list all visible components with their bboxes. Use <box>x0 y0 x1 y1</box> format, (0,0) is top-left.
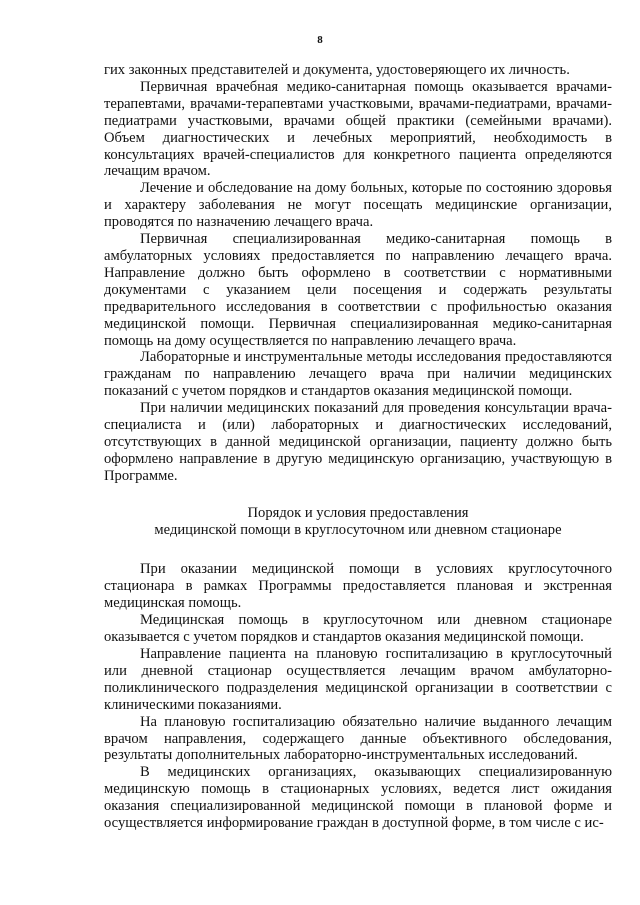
section-heading-line: медицинской помощи в круглосуточном или дневном стационаре <box>154 521 562 538</box>
paragraph: На плановую госпитализацию обязательно наличие выданного лечащим врачом направления, содержащего данные объективного обследования, результаты дополнительных лабораторно-инструментальных исследований. <box>104 713 612 764</box>
document-body <box>104 62 612 832</box>
page-number: 8 <box>317 34 323 46</box>
paragraph: Медицинская помощь в круглосуточном или дневном стационаре оказывается с учетом порядков и стандартов оказания медицинской помощи. <box>104 612 612 646</box>
paragraph: Направление пациента на плановую госпитализацию в круглосуточный или дневной стационар осуществляется лечащим врачом амбулаторно-поликлинического подразделения медицинской организации в соответствии с клиническими показаниями. <box>104 646 612 713</box>
paragraph: При оказании медицинской помощи в условиях круглосуточного стационара в рамках Программы предоставляется плановая и экстренная медицинская помощь. <box>104 561 612 612</box>
paragraph: Лечение и обследование на дому больных, которые по состоянию здоровья и характеру заболевания не могут посещать медицинские организации, проводятся по назначению лечащего врача. <box>104 180 612 231</box>
paragraph: При наличии медицинских показаний для проведения консультации врача-специалиста и (или) лабораторных и диагностических исследований, отсутствующих в данной медицинской организации, пациенту должно быть оформлено направление в другую медицинскую организацию, участвующую в Программе. <box>104 400 612 484</box>
paragraph: Первичная врачебная медико-санитарная помощь оказывается врачами-терапевтами, врачами-терапевтами участковыми, врачами-педиатрами, врачами-педиатрами участковыми, врачами общей практики (семейными врачами). Объем диагностических и лечебных мероприятий, необходимость в консультациях врачей-специалистов для конкретного пациента определяются лечащим врачом. <box>104 78 612 180</box>
paragraph: Первичная специализированная медико-санитарная помощь в амбулаторных условиях предоставляется по направлению лечащего врача. Направление должно быть оформлено в соответствии с нормативными документами с указанием цели посещения и содержать результаты предварительного исследования в соответствии с профильностью оказания медицинской помощи. Первичная специализированная медико-санитарная помощь на дому осуществляется по направлению лечащего врача. <box>104 231 612 349</box>
section-heading-line: Порядок и условия предоставления <box>247 504 469 521</box>
paragraph: Лабораторные и инструментальные методы исследования предоставляются гражданам по направлению лечащего врача при наличии медицинских показаний с учетом порядков и стандартов оказания медицинской помощи. <box>104 349 612 400</box>
section-heading <box>104 505 612 539</box>
paragraph: В медицинских организациях, оказывающих специализированную медицинскую помощь в стационарных условиях, ведется лист ожидания оказания специализированной медицинской помощи в плановой форме и осуществляется информирование граждан в доступной форме, в том числе с ис- <box>104 764 612 832</box>
paragraph: гих законных представителей и документа, удостоверяющего их личность. <box>104 62 570 78</box>
